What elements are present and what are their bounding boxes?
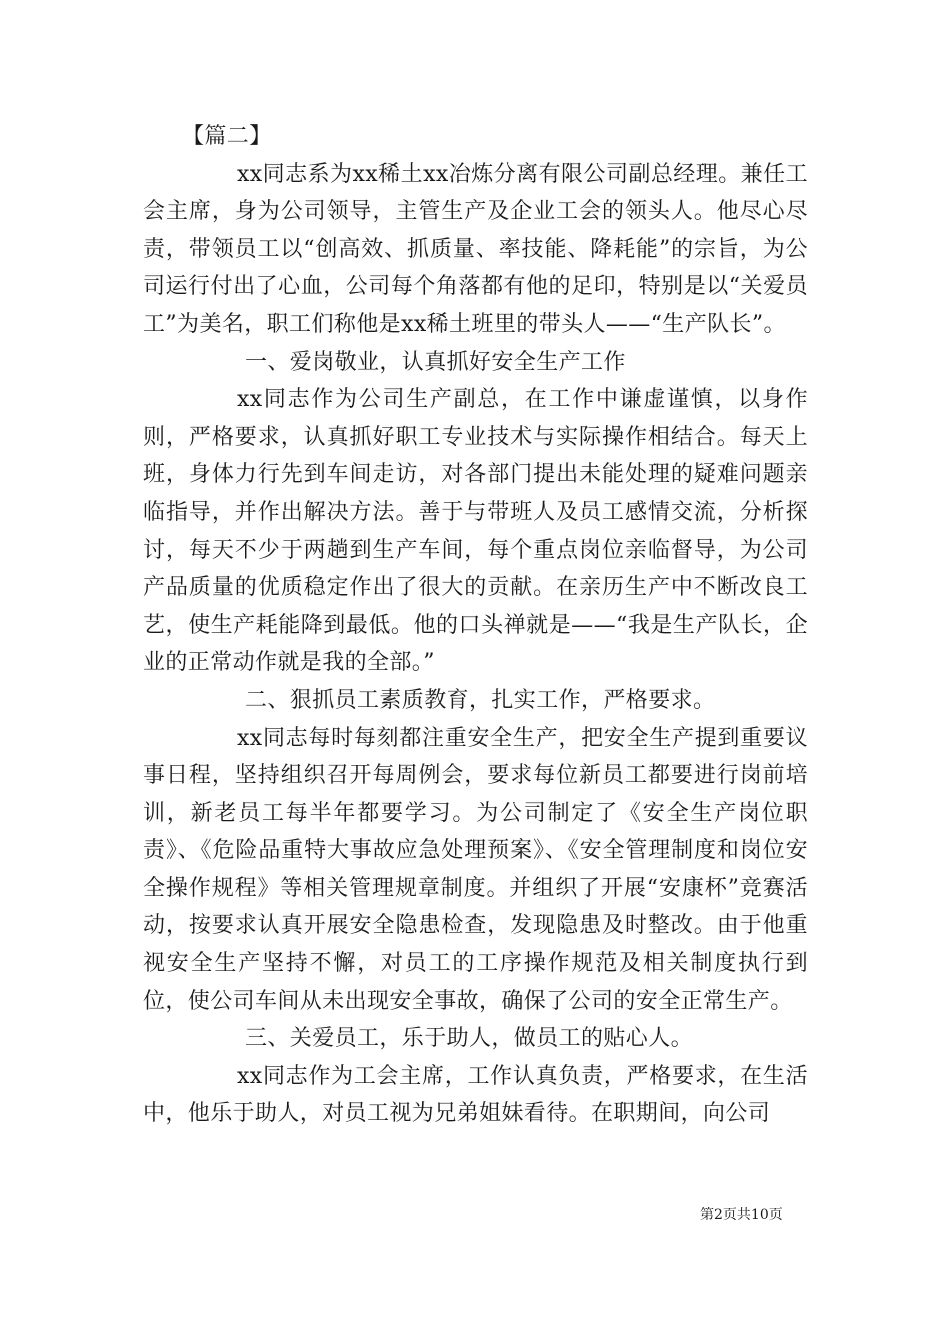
section-heading-1: 一、爱岗敬业，认真抓好安全生产工作: [245, 349, 626, 375]
page-number-footer: 第2页共10页: [700, 1207, 783, 1223]
document-page: [143, 118, 808, 1133]
section-title: 【篇二】: [182, 124, 272, 149]
body-paragraph-3: xx同志每时每刻都注重安全生产，把安全生产提到重要议事日程，坚持组织召开每周例会，要求每位新员工都要进行岗前培训，新老员工每半年都要学习。为公司制定了《安全生产岗位职责》、《危险品重特大事故应急处理预案》、《安全管理制度和岗位安全操作规程》等相关管理规章制度。并组织了开展“安康杯”竞赛活动，按要求认真开展安全隐患检查，发现隐患及时整改。由于他重视安全生产坚持不懈，对员工的工序操作规范及相关制度执行到位，使公司车间从未出现安全事故，确保了公司的安全正常生产。: [143, 725, 808, 1014]
body-paragraph-2: xx同志作为公司生产副总，在工作中谦虚谨慎，以身作则，严格要求，认真抓好职工专业技术与实际操作相结合。每天上班，身体力行先到车间走访，对各部门提出未能处理的疑难问题亲临指导，并作出解决方法。善于与带班人及员工感情交流，分析探讨，每天不少于两趟到生产车间，每个重点岗位亲临督导，为公司产品质量的优质稳定作出了很大的贡献。在亲历生产中不断改良工艺，使生产耗能降到最低。他的口头禅就是——“我是生产队长，企业的正常动作就是我的全部。”: [143, 387, 808, 676]
section-heading-3: 三、关爱员工，乐于助人，做员工的贴心人。: [245, 1026, 694, 1052]
body-paragraph-1: xx同志系为xx稀土xx冶炼分离有限公司副总经理。兼任工会主席，身为公司领导，主管生产及企业工会的领头人。他尽心尽责，带领员工以“创高效、抓质量、率技能、降耗能”的宗旨，为公司运行付出了心血，公司每个角落都有他的足印，特别是以“关爱员工”为美名，职工们称他是xx稀土班里的带头人——“生产队长”。: [143, 161, 808, 337]
section-heading-2: 二、狠抓员工素质教育，扎实工作，严格要求。: [245, 687, 716, 713]
body-paragraph-4: xx同志作为工会主席，工作认真负责，严格要求，在生活中，他乐于助人，对员工视为兄弟姐妹看待。在职期间，向公司: [143, 1063, 808, 1127]
